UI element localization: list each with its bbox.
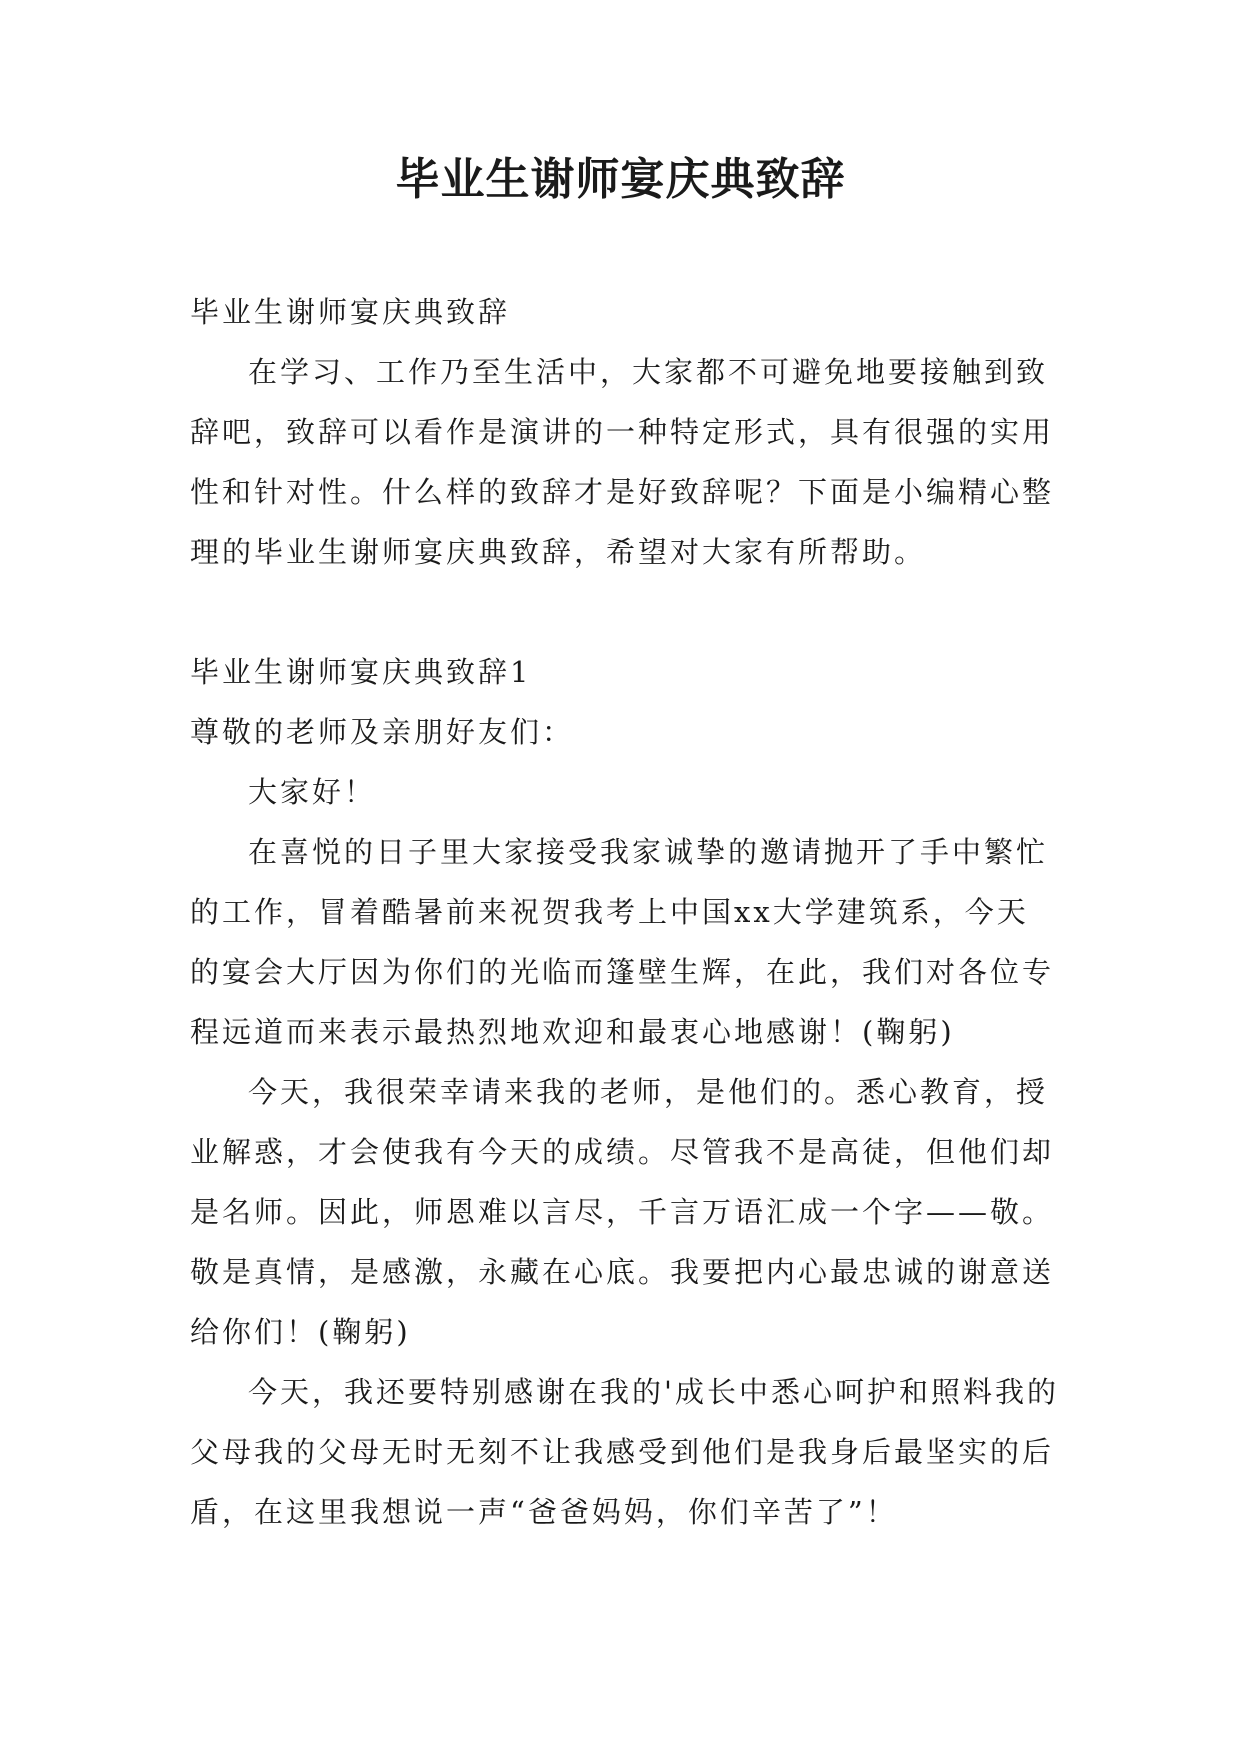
body-paragraph: 今天，我还要特别感谢在我的'成长中悉心呵护和照料我的父母我的父母无时无刻不让我感受到他们是我身后最坚实的后盾，在这里我想说一声“爸爸妈妈，你们辛苦了”！ bbox=[190, 1375, 1059, 1529]
body-paragraph: 在喜悦的日子里大家接受我家诚挚的邀请抛开了手中繁忙的工作，冒着酷暑前来祝贺我考上中国xx大学建筑系，今天的宴会大厅因为你们的光临而篷壁生辉，在此，我们对各位专程远道而来表示最热烈地欢迎和最衷心地感谢！(鞠躬) bbox=[190, 835, 1055, 1049]
section-heading: 毕业生谢师宴庆典致辞1 bbox=[190, 655, 532, 689]
intro-paragraph: 在学习、工作乃至生活中，大家都不可避免地要接触到致辞吧，致辞可以看作是演讲的一种特定形式，具有很强的实用性和针对性。什么样的致辞才是好致辞呢？下面是小编精心整理的毕业生谢师宴庆典致辞，希望对大家有所帮助。 bbox=[190, 355, 1055, 569]
document-title: 毕业生谢师宴庆典致辞 bbox=[395, 154, 846, 205]
document-subtitle: 毕业生谢师宴庆典致辞 bbox=[190, 295, 511, 329]
body-paragraph: 今天，我很荣幸请来我的老师，是他们的。悉心教育，授业解惑，才会使我有今天的成绩。尽管我不是高徒，但他们却是名师。因此，师恩难以言尽，千言万语汇成一个字——敬。敬是真情，是感激，永藏在心底。我要把内心最忠诚的谢意送给你们！(鞠躬) bbox=[190, 1075, 1055, 1349]
document-body bbox=[190, 282, 1060, 1542]
salutation: 尊敬的老师及亲朋好友们： bbox=[190, 715, 575, 749]
greeting: 大家好！ bbox=[248, 775, 377, 809]
